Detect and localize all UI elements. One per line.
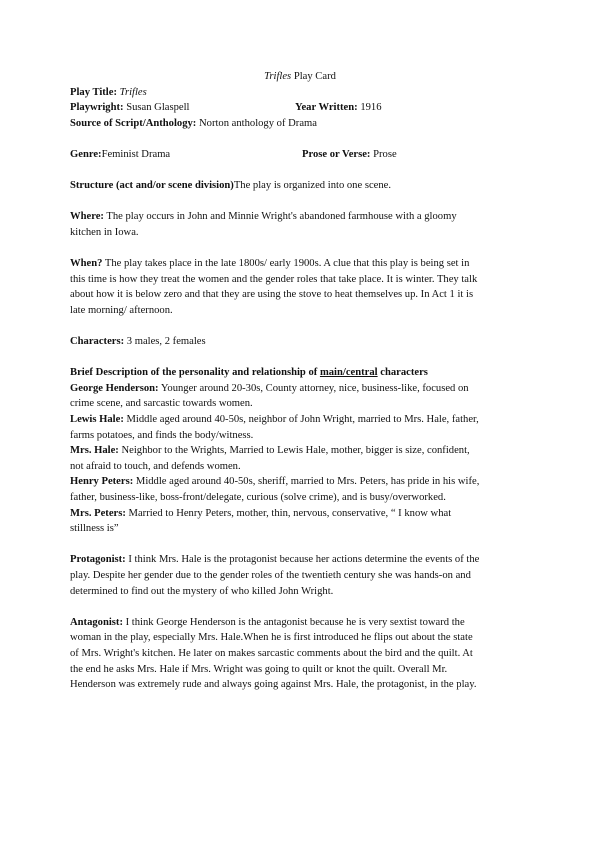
genre-field: Genre:Feminist Drama (70, 148, 171, 160)
play-card (70, 69, 530, 693)
character-entry: George Henderson: Younger around 20-30s, County attorney, nice, business-like, focused on crime scene, and sarcastic towards women. (70, 382, 469, 410)
document-title: Trifles Play Card (264, 71, 336, 82)
character-entry: Mrs. Hale: Neighbor to the Wrights, Married to Lewis Hale, mother, bigger is size, confident, not afraid to touch, and defends women. (70, 445, 470, 472)
character-entry: Henry Peters: Middle aged around 40-50s, sheriff, married to Mrs. Peters, has pride in his wife, father, business-like, boss-front/delegate, curious (solve crime), and is busy/overworked. (70, 476, 480, 504)
character-descriptions (70, 365, 530, 537)
characters-field: Characters: 3 males, 2 females (70, 336, 206, 348)
playwright-field: Playwright: Susan Glaspell (70, 102, 190, 114)
year-written-field: Year Written: 1916 (295, 102, 382, 114)
protagonist-paragraph: Protagonist: I think Mrs. Hale is the protagonist because her actions determine the events of the play. Despite her gender due to the gender roles of the twentieth century she was hands-on and determined to find out the mystery of who killed John Wright. (70, 554, 480, 597)
prose-verse-field: Prose or Verse: Prose (302, 148, 397, 160)
genre-prose-row (70, 147, 530, 163)
source-field: Source of Script/Anthology: Norton anthology of Drama (70, 117, 317, 129)
playwright-year-row (70, 100, 530, 116)
structure-field: Structure (act and/or scene division)The play is organized into one scene. (70, 180, 392, 192)
character-entry: Lewis Hale: Middle aged around 40-50s, neighbor of John Wright, married to Mrs. Hale, father, farms potatoes, and finds the body/witness. (70, 414, 479, 441)
section-heading: Brief Description of the personality and relationship of main/central characters (70, 367, 428, 379)
when-paragraph: When? The play takes place in the late 1800s/ early 1900s. A clue that this play is being set in this time is how they treat the women and the gender roles that take place. It is winter. They talk about how it is below zero and that they are using the stove to heat themselves up. In Act 1 it is late morning/ afternoon. (70, 258, 478, 316)
character-entry: Mrs. Peters: Married to Henry Peters, mother, thin, nervous, conservative, “ I know what stillness is” (70, 507, 452, 535)
antagonist-paragraph: Antagonist: I think George Henderson is the antagonist because he is very sextist toward the woman in the play, especially Mrs. Hale.When he is first introduced he flips out about the state of Mrs. Wright's kitchen. He later on makes sarcastic comments about the bird and the quilt. At the end he asks Mrs. Hale if Mrs. Wright was going to quilt or knot the quilt. Overall Mr. Henderson was extremely rude and always going against Mrs. Hale, the protagonist, in the play. (70, 616, 477, 691)
where-paragraph: Where: The play occurs in John and Minnie Wright's abandoned farmhouse with a gloomy kitchen in Iowa. (70, 211, 457, 238)
play-title-field: Play Title: Trifles (70, 86, 147, 98)
